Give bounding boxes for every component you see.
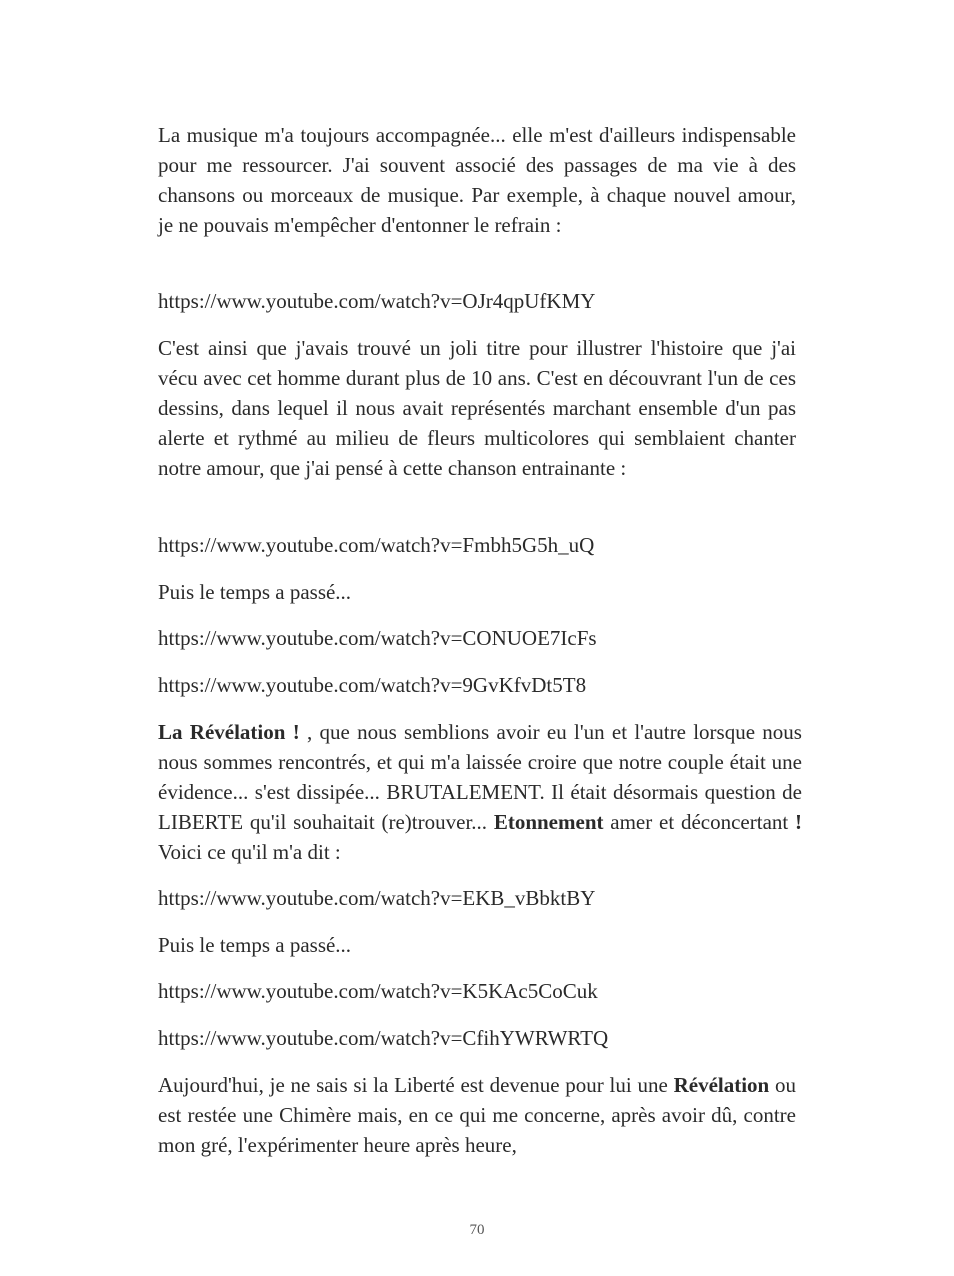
paragraph-drawing-story: C'est ainsi que j'avais trouvé un joli titre pour illustrer l'histoire que j'ai vécu avec cet homme durant plus de 10 ans. C'est en découvrant l'un de ces dessins, dans lequel il nous avait représentés marchant ensemble d'un pas alerte et rythmé au milieu de fleurs multicolores qui semblaient chanter notre amour, que j'ai pensé à cette chanson entrainante : <box>158 336 796 480</box>
youtube-link-2[interactable]: https://www.youtube.com/watch?v=Fmbh5G5h_uQ <box>158 533 595 557</box>
youtube-link-4[interactable]: https://www.youtube.com/watch?v=9GvKfvDt5T8 <box>158 673 587 697</box>
today-text-1: Aujourd'hui, je ne sais si la Liberté est devenue pour lui une <box>158 1073 674 1097</box>
paragraph-time-passed-1: Puis le temps a passé... <box>158 580 352 604</box>
youtube-link-6[interactable]: https://www.youtube.com/watch?v=K5KAc5CoCuk <box>158 979 598 1003</box>
revelation-text: , que nous semblions avoir eu l'un et l'autre lorsque nous nous sommes rencontrés, et qui m'a laissée croire que notre couple était une évidence... s'est dissipée... BRUTALEMENT. Il était désormais question de LIBERTE qu'il souhaitait (re)trouver... <box>158 720 802 834</box>
page-number: 70 <box>469 1222 485 1238</box>
voici-text: Voici ce qu'il m'a dit : <box>158 840 341 864</box>
youtube-link-7[interactable]: https://www.youtube.com/watch?v=CfihYWRWRTQ <box>158 1026 609 1050</box>
paragraph-revelation <box>158 717 802 867</box>
etonnement-text: amer et déconcertant <box>603 810 796 834</box>
today-text-2: ou est restée une Chimère mais, en ce qui me concerne, après avoir dû, contre mon gré, l'expérimenter heure après heure, <box>158 1073 796 1157</box>
youtube-link-5[interactable]: https://www.youtube.com/watch?v=EKB_vBbktBY <box>158 886 596 910</box>
youtube-link-3[interactable]: https://www.youtube.com/watch?v=CONUOE7IcFs <box>158 626 597 650</box>
paragraph-time-passed-2: Puis le temps a passé... <box>158 933 352 957</box>
paragraph-today <box>158 1070 796 1160</box>
bold-revelation-2: Révélation <box>673 1073 770 1097</box>
bold-etonnement: Etonnement <box>493 810 604 834</box>
bold-revelation: La Révélation ! <box>158 720 300 744</box>
youtube-link-1[interactable]: https://www.youtube.com/watch?v=OJr4qpUfKMY <box>158 289 596 313</box>
bold-exclamation: ! <box>795 810 803 834</box>
paragraph-music-intro: La musique m'a toujours accompagnée... elle m'est d'ailleurs indispensable pour me ressourcer. J'ai souvent associé des passages de ma vie à des chansons ou morceaux de musique. Par exemple, à chaque nouvel amour, je ne pouvais m'empêcher d'entonner le refrain : <box>158 123 796 237</box>
